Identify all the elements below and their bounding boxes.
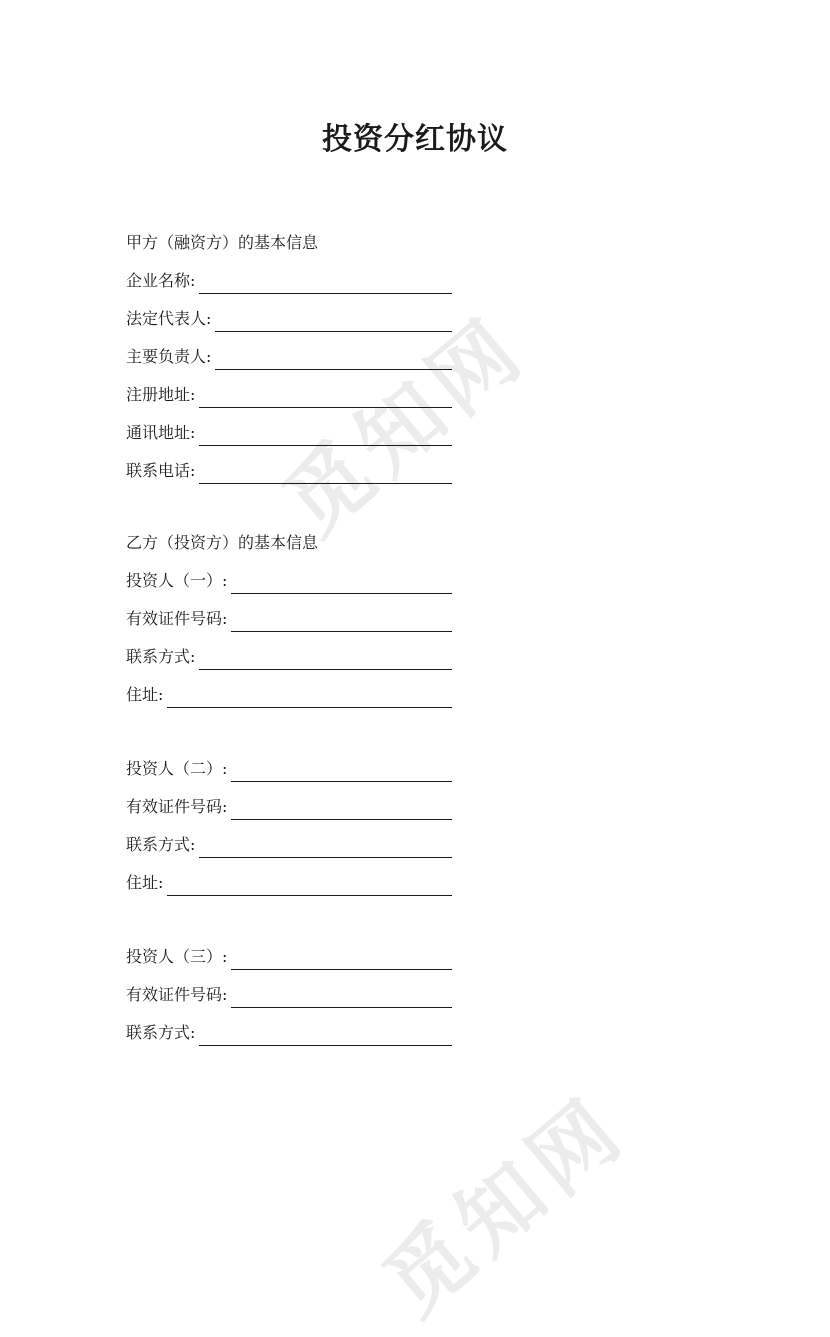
field-label: 联系方式: xyxy=(126,646,196,666)
legal-representative-field[interactable] xyxy=(126,298,452,336)
blank-line[interactable] xyxy=(215,311,452,332)
field-label: 投资人（三）: xyxy=(126,946,228,966)
watermark: 觅知网 xyxy=(265,297,545,554)
document-title: 投资分红协议 xyxy=(322,122,508,157)
investor-2-contact-field[interactable] xyxy=(126,824,452,862)
party-a-section xyxy=(126,222,452,488)
blank-line[interactable] xyxy=(199,387,452,408)
blank-line[interactable] xyxy=(167,687,452,708)
blank-line[interactable] xyxy=(231,949,452,970)
investor-2-section xyxy=(126,748,452,900)
field-label: 住址: xyxy=(126,872,164,892)
field-label: 有效证件号码: xyxy=(126,796,228,816)
field-label: 有效证件号码: xyxy=(126,608,228,628)
blank-line[interactable] xyxy=(199,273,452,294)
blank-line[interactable] xyxy=(199,649,452,670)
field-label: 投资人（二）: xyxy=(126,758,228,778)
field-label: 有效证件号码: xyxy=(126,984,228,1004)
field-label: 通讯地址: xyxy=(126,422,196,442)
mailing-address-field[interactable] xyxy=(126,412,452,450)
field-label: 联系电话: xyxy=(126,460,196,480)
party-b-section xyxy=(126,522,452,712)
field-label: 住址: xyxy=(126,684,164,704)
blank-line[interactable] xyxy=(199,463,452,484)
blank-line[interactable] xyxy=(231,799,452,820)
investor-1-contact-field[interactable] xyxy=(126,636,452,674)
investor-1-address-field[interactable] xyxy=(126,674,452,712)
blank-line[interactable] xyxy=(231,761,452,782)
blank-line[interactable] xyxy=(167,875,452,896)
company-name-field[interactable] xyxy=(126,260,452,298)
investor-2-id-field[interactable] xyxy=(126,786,452,824)
field-label: 投资人（一）: xyxy=(126,570,228,590)
investor-2-address-field[interactable] xyxy=(126,862,452,900)
blank-line[interactable] xyxy=(231,611,452,632)
field-label: 主要负责人: xyxy=(126,346,212,366)
blank-line[interactable] xyxy=(215,349,452,370)
field-label: 注册地址: xyxy=(126,384,196,404)
investor-2-name-field[interactable] xyxy=(126,748,452,786)
registered-address-field[interactable] xyxy=(126,374,452,412)
investor-1-id-field[interactable] xyxy=(126,598,452,636)
investor-3-contact-field[interactable] xyxy=(126,1012,452,1050)
phone-field[interactable] xyxy=(126,450,452,488)
field-label: 联系方式: xyxy=(126,834,196,854)
blank-line[interactable] xyxy=(231,987,452,1008)
field-label: 联系方式: xyxy=(126,1022,196,1042)
blank-line[interactable] xyxy=(199,837,452,858)
field-label: 法定代表人: xyxy=(126,308,212,328)
field-label: 企业名称: xyxy=(126,270,196,290)
party-a-heading: 甲方（融资方）的基本信息 xyxy=(126,232,319,252)
investor-3-section xyxy=(126,936,452,1050)
watermark: 觅知网 xyxy=(365,1077,645,1334)
party-b-heading: 乙方（投资方）的基本信息 xyxy=(126,532,319,552)
blank-line[interactable] xyxy=(199,425,452,446)
principal-field[interactable] xyxy=(126,336,452,374)
blank-line[interactable] xyxy=(199,1025,452,1046)
blank-line[interactable] xyxy=(231,573,452,594)
investor-1-name-field[interactable] xyxy=(126,560,452,598)
investor-3-id-field[interactable] xyxy=(126,974,452,1012)
investor-3-name-field[interactable] xyxy=(126,936,452,974)
